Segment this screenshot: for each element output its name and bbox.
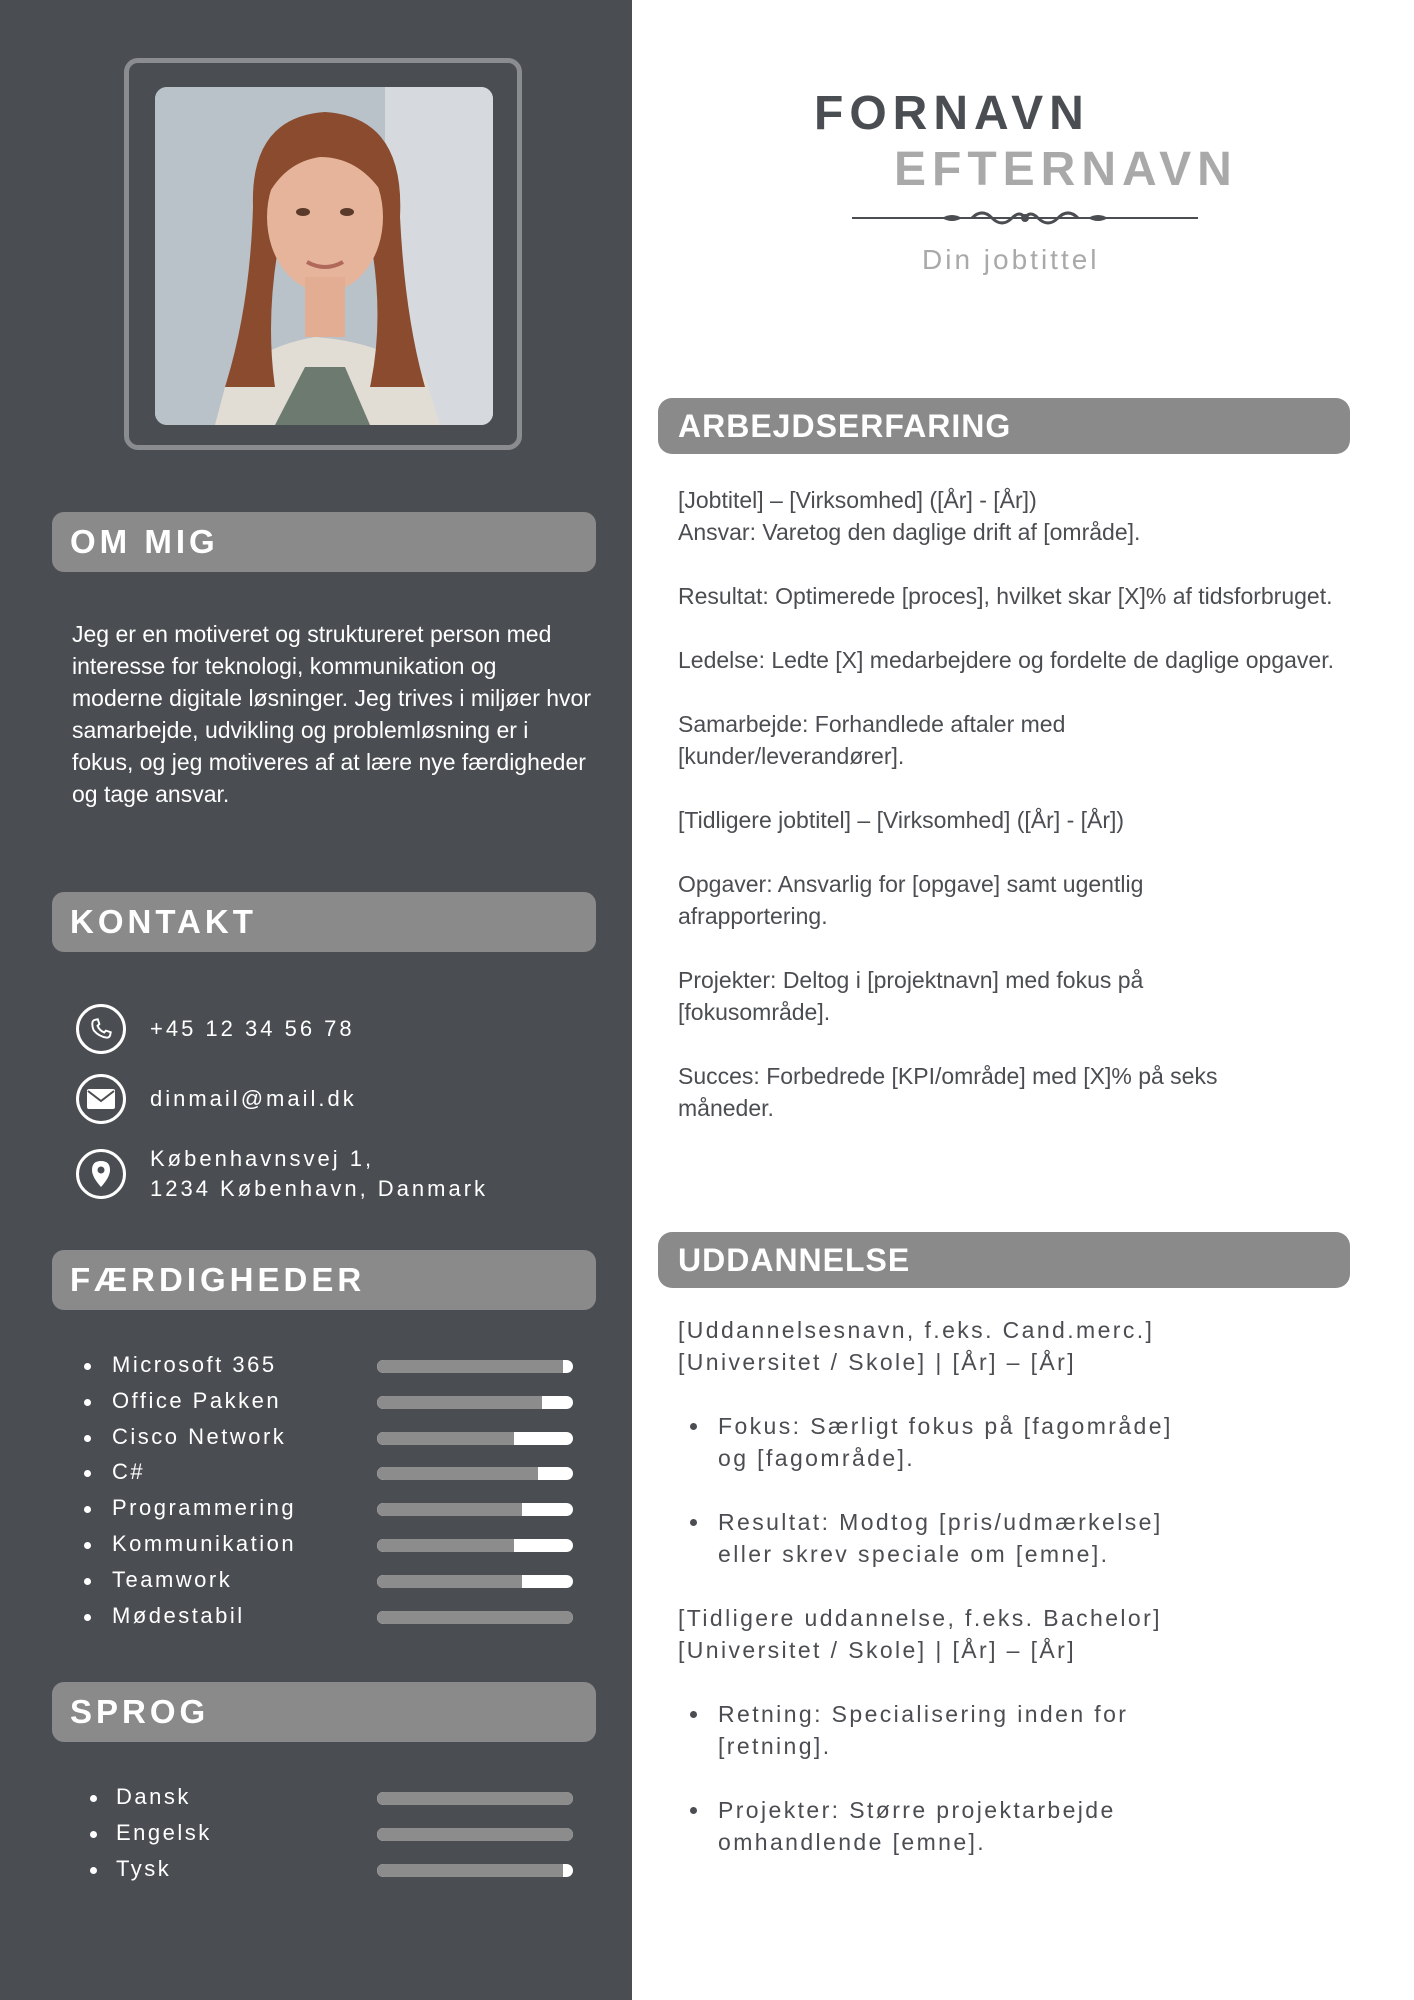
skill-label: Office Pakken bbox=[112, 1387, 282, 1413]
contact-heading: KONTAKT bbox=[52, 892, 596, 952]
address-line-2: 1234 København, Danmark bbox=[150, 1176, 489, 1201]
education-entry-title: [Tidligere uddannelse, f.eks. Bachelor] [Universitet / Skole] | [År] – [År] bbox=[678, 1605, 1162, 1663]
work-paragraph: Resultat: Optimerede [proces], hvilket skar [X]% af tidsforbruget. bbox=[678, 583, 1333, 609]
education-bullet bbox=[678, 1410, 1338, 1474]
work-paragraph: Samarbejde: Forhandlede aftaler med [kunder/leverandører]. bbox=[678, 711, 1066, 769]
education-entry-title: [Uddannelsesnavn, f.eks. Cand.merc.] [Universitet / Skole] | [År] – [År] bbox=[678, 1317, 1155, 1375]
education-bullet-text: Projekter: Større projektarbejde omhandlende [emne]. bbox=[718, 1797, 1116, 1855]
language-label: Engelsk bbox=[116, 1819, 212, 1845]
skills-heading: FÆRDIGHEDER bbox=[52, 1250, 596, 1310]
contact-address bbox=[76, 1144, 488, 1204]
skill-label: Microsoft 365 bbox=[112, 1352, 277, 1377]
skill-label: Kommunikation bbox=[112, 1530, 297, 1556]
skill-label: Mødestabil bbox=[112, 1602, 245, 1628]
skill-item bbox=[84, 1493, 584, 1529]
work-paragraph: [Tidligere jobtitel] – [Virksomhed] ([År] - [År]) bbox=[678, 807, 1125, 833]
skill-item bbox=[84, 1529, 584, 1565]
skill-bar bbox=[377, 1432, 573, 1445]
education-bullet bbox=[678, 1698, 1338, 1762]
address bbox=[150, 1144, 488, 1204]
phone-number: +45 12 34 56 78 bbox=[150, 1016, 355, 1041]
about-heading: OM MIG bbox=[52, 512, 596, 572]
email-icon bbox=[76, 1074, 126, 1124]
work-paragraph: [Jobtitel] – [Virksomhed] ([År] - [År]) Ansvar: Varetog den daglige drift af [område]. bbox=[678, 487, 1141, 545]
job-title: Din jobtittel bbox=[922, 244, 1100, 275]
education-bullet-text: Retning: Specialisering inden for [retning]. bbox=[718, 1701, 1129, 1759]
skill-label: Programmering bbox=[112, 1495, 297, 1521]
skill-bar bbox=[377, 1539, 573, 1552]
work-experience bbox=[678, 484, 1358, 1156]
ornament-divider-icon bbox=[852, 204, 1198, 232]
contact-email[interactable] bbox=[76, 1074, 357, 1124]
work-paragraph: Projekter: Deltog i [projektnavn] med fokus på [fokusområde]. bbox=[678, 967, 1144, 1025]
language-item bbox=[84, 1782, 584, 1818]
photo-frame bbox=[124, 58, 522, 450]
work-paragraph: Ledelse: Ledte [X] medarbejdere og fordelte de daglige opgaver. bbox=[678, 647, 1334, 673]
languages-list bbox=[84, 1782, 584, 1889]
work-heading: ARBEJDSERFARING bbox=[658, 398, 1350, 454]
skill-label: C# bbox=[112, 1459, 146, 1485]
location-pin-icon bbox=[76, 1149, 126, 1199]
email-address: dinmail@mail.dk bbox=[150, 1086, 357, 1111]
work-paragraph: Succes: Forbedrede [KPI/område] med [X]% på seks måneder. bbox=[678, 1063, 1218, 1121]
skill-item bbox=[84, 1565, 584, 1601]
education-bullet bbox=[678, 1506, 1338, 1570]
skill-item bbox=[84, 1457, 584, 1493]
skill-bar bbox=[377, 1467, 573, 1480]
education-bullet-text: Fokus: Særligt fokus på [fagområde] og [fagområde]. bbox=[718, 1413, 1173, 1471]
last-name: EFTERNAVN bbox=[894, 143, 1238, 196]
skill-bar bbox=[377, 1360, 573, 1373]
main-content bbox=[632, 0, 1414, 2000]
language-item bbox=[84, 1854, 584, 1890]
skill-item bbox=[84, 1422, 584, 1458]
skill-bar bbox=[377, 1575, 573, 1588]
language-item bbox=[84, 1818, 584, 1854]
education-bullet bbox=[678, 1794, 1338, 1858]
languages-heading: SPROG bbox=[52, 1682, 596, 1742]
skill-item bbox=[84, 1601, 584, 1637]
sidebar bbox=[0, 0, 632, 2000]
education bbox=[678, 1314, 1338, 1890]
language-label: Dansk bbox=[116, 1784, 191, 1809]
language-bar bbox=[377, 1792, 573, 1805]
profile-photo bbox=[155, 87, 493, 425]
about-text: Jeg er en motiveret og struktureret person med interesse for teknologi, kommunikation og moderne digitale løsninger. Jeg trives i miljøer hvor samarbejde, udvikling og problemløsning er i fokus, og jeg motiveres af at lære nye færdigheder og tage ansvar. bbox=[72, 621, 591, 807]
first-name: FORNAVN bbox=[814, 87, 1090, 140]
skills-list bbox=[84, 1350, 584, 1636]
skill-item bbox=[84, 1350, 584, 1386]
skill-bar bbox=[377, 1503, 573, 1516]
phone-icon bbox=[76, 1004, 126, 1054]
language-bar bbox=[377, 1828, 573, 1841]
skill-bar bbox=[377, 1396, 573, 1409]
education-heading: UDDANNELSE bbox=[658, 1232, 1350, 1288]
work-paragraph: Opgaver: Ansvarlig for [opgave] samt ugentlig afrapportering. bbox=[678, 871, 1144, 929]
address-line-1: Københavnsvej 1, bbox=[150, 1146, 375, 1171]
skill-label: Cisco Network bbox=[112, 1423, 287, 1449]
skill-bar bbox=[377, 1611, 573, 1624]
language-bar bbox=[377, 1864, 573, 1877]
education-bullet-text: Resultat: Modtog [pris/udmærkelse] eller skrev speciale om [emne]. bbox=[718, 1509, 1163, 1567]
skill-item bbox=[84, 1386, 584, 1422]
contact-phone[interactable] bbox=[76, 1004, 355, 1054]
language-label: Tysk bbox=[116, 1855, 172, 1881]
skill-label: Teamwork bbox=[112, 1566, 233, 1592]
